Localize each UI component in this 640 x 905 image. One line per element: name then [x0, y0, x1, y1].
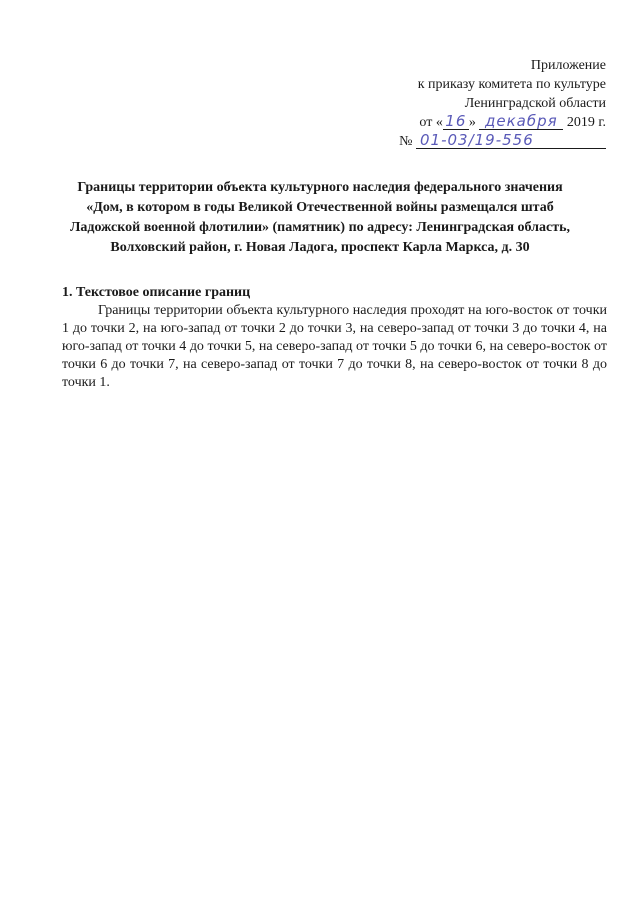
appendix-block [306, 56, 606, 151]
section-body: Границы территории объекта культурного наследия проходят на юго-восток от точки 1 до точки 2, на юго-запад от точки 2 до точки 3, на северо-запад от точки 3 до точки 4, на юго-запад от точки 4 до точки 5, на северо-запад от точки 5 до точки 6, на северо-восток от точки 6 до точки 7, на северо-запад от точки 7 до точки 8, на северо-восток от точки 8 до точки 1. [62, 303, 607, 390]
appendix-title: Приложение [530, 58, 606, 73]
order-number: 01-03/19-556 [416, 132, 606, 149]
boundary-description-section [62, 284, 607, 392]
date-month: декабря [479, 113, 563, 130]
title-line: «Дом, в котором в годы Великой Отечественной войны размещался штаб [86, 200, 554, 215]
date-year: 2019 г. [566, 115, 606, 130]
title-line: Ладожской военной флотилии» (памятник) по адресу: Ленинградская область, [69, 220, 571, 235]
appendix-order-ref: к приказу комитета по культуре [417, 77, 606, 92]
section-heading: 1. Текстовое описание границ [62, 285, 251, 300]
date-day: 16 [443, 113, 469, 130]
title-line: Границы территории объекта культурного наследия федерального значения [77, 180, 563, 195]
title-line: Волховский район, г. Новая Ладога, проспект Карла Маркса, д. 30 [110, 240, 530, 255]
appendix-number-line [306, 132, 606, 151]
number-prefix: № [399, 134, 413, 149]
document-title [40, 178, 600, 258]
date-prefix: от « [419, 115, 443, 130]
appendix-date-line [306, 113, 606, 132]
date-mid: » [468, 115, 476, 130]
appendix-region: Ленинградской области [464, 96, 606, 111]
